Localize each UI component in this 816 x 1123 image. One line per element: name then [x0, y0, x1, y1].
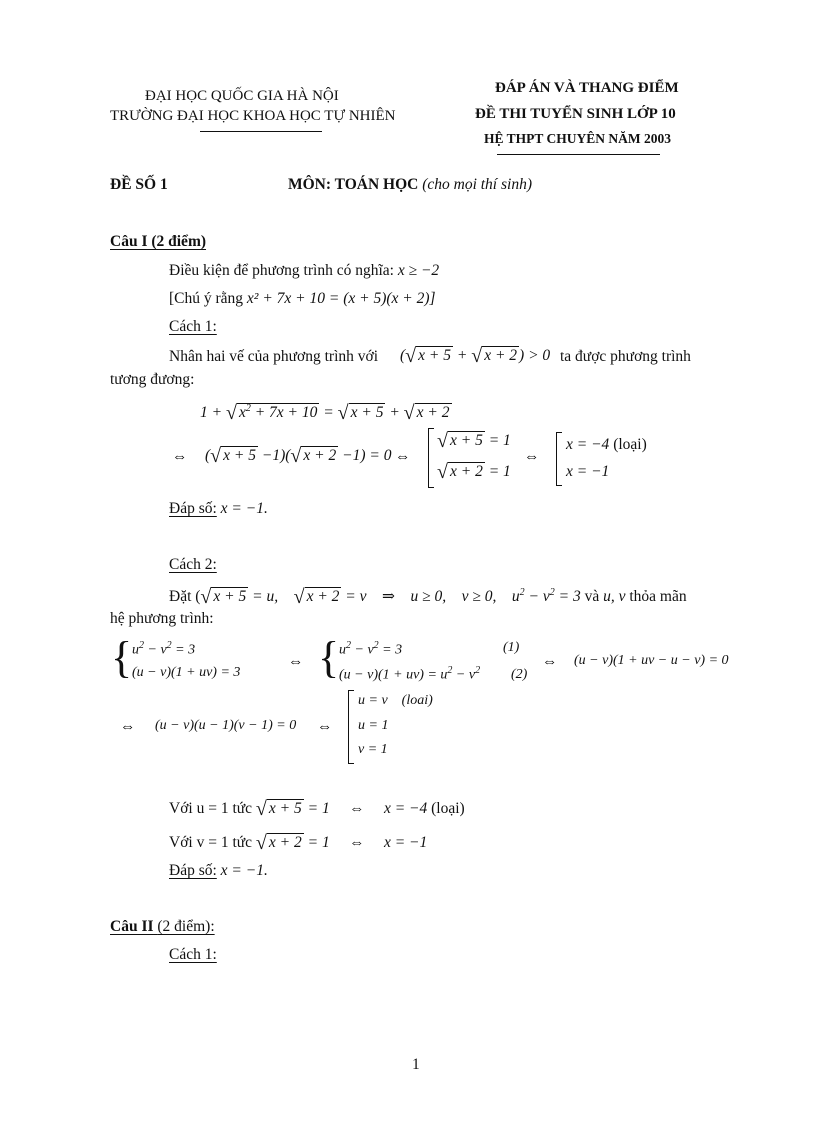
case-v-text: Với v = 1 tức [169, 834, 253, 851]
question-2-label: Câu II [110, 918, 154, 935]
exam-code: ĐỀ SỐ 1 [110, 176, 168, 193]
header-right-divider [497, 154, 660, 155]
brace-2: { [318, 633, 340, 682]
equiv-arrow-4: ⇔ [288, 653, 304, 670]
question-2-method-1: Cách 1: [169, 946, 217, 963]
case-u-line: Với u = 1 tức √ x + 5 = 1 ⇔ x = −4 (loại) [169, 798, 465, 820]
header-left-divider [200, 131, 322, 132]
rejected-note-italic: (loai) [401, 693, 433, 708]
answer-2-value: x = −1. [220, 862, 268, 879]
multiply-expression: (√ x + 5 + √ x + 2 ) > 0 [400, 345, 551, 367]
note-math: x² + 7x + 10 = (x + 5)(x + 2)] [246, 290, 436, 307]
exam-year: HỆ THPT CHUYÊN NĂM 2003 [484, 131, 672, 146]
system-1-eq-2: (u − v)(1 + uv) = 3 [132, 665, 241, 680]
bracket-1 [428, 428, 434, 488]
page-number: 1 [412, 1056, 420, 1073]
condition-line [169, 262, 439, 280]
system-2-eq-1: $u^2 - v^2 = 3$ [339, 640, 403, 658]
equation-1: 1 + √ $x^2 + 7x + 10$ = √ x + 5 + √ x + 2 [200, 402, 450, 424]
equiv-arrow-1: ⇔ [172, 448, 188, 465]
bracket-3-line-2: u = 1 [358, 718, 389, 733]
question-2-points: (2 điểm): [157, 918, 215, 935]
question-2-title [110, 918, 215, 936]
system-result: (u − v)(1 + uv − u − v) = 0 [574, 653, 729, 668]
exam-title: ĐỀ THI TUYỂN SINH LỚP 10 [475, 106, 676, 122]
note-text: [Chú ý rằng [169, 290, 244, 307]
answer-1-label: Đáp số: [169, 500, 217, 517]
equiv-arrow-2: ⇔ [395, 448, 411, 465]
multiply-line [169, 348, 378, 366]
case-u-rejected: (loại) [431, 800, 465, 817]
answer-title: ĐÁP ÁN VÀ THANG ĐIỂM [495, 80, 679, 96]
multiply-suffix: ta được phương trình [560, 348, 691, 365]
eq-label-2: (2) [511, 667, 528, 682]
bracket-2 [556, 432, 562, 486]
equiv-arrow-7: ⇔ [317, 718, 333, 735]
note-line [169, 290, 436, 308]
equation-2: (√ x + 5 −1)(√ x + 2 −1) = 0 [205, 445, 392, 467]
university-name: ĐẠI HỌC QUỐC GIA HÀ NỘI [145, 88, 339, 104]
equiv-arrow-6: ⇔ [120, 718, 136, 735]
substitution-line: Đặt (√ x + 5 = u, √ x + 2 = v ⇒ u ≥ 0, v ≥ 0, $u^2 - v^2 = 3$ và u, v thỏa mãn [169, 586, 687, 608]
bracket-3-line-1: u = v (loai) [358, 693, 433, 708]
bracket-1-line-1: √ x + 5 = 1 [437, 430, 511, 452]
substitution-and: và [584, 588, 600, 605]
multiply-text: Nhân hai vế của phương trình với [169, 348, 379, 365]
answer-2-label: Đáp số: [169, 862, 217, 879]
equiv-arrow-5: ⇔ [542, 653, 558, 670]
system-2-eq-2: $(u - v)(1 + uv) = u^2 - v^2$ [339, 665, 481, 683]
condition-text: Điều kiện để phương trình có nghĩa: [169, 262, 394, 279]
bracket-2-line-1: x = −4 (loại) [566, 436, 647, 453]
answer-1-line [169, 500, 268, 518]
condition-math: x ≥ −2 [397, 262, 440, 279]
answer-2-line [169, 862, 268, 880]
bracket-3-line-3: v = 1 [358, 742, 388, 757]
eq-label-1: (1) [503, 640, 520, 655]
bracket-2-line-2: x = −1 [566, 463, 610, 480]
method-2-heading: Cách 2: [169, 556, 217, 573]
substitution-satisfy: thỏa mãn [629, 588, 687, 605]
question-1-title: Câu I (2 điểm) [110, 233, 207, 250]
faculty-name: TRƯỜNG ĐẠI HỌC KHOA HỌC TỰ NHIÊN [110, 108, 396, 124]
substitution-vars: u, v [603, 588, 626, 605]
case-v-line: Với v = 1 tức √ x + 2 = 1 ⇔ x = −1 [169, 832, 428, 854]
subject-note: (cho mọi thí sinh) [422, 176, 532, 193]
substitution-text: Đặt ( [169, 588, 201, 605]
brace-1: { [111, 633, 133, 682]
rejected-note: (loại) [613, 436, 647, 453]
subject-line [288, 176, 532, 194]
system-1-eq-1: $u^2 - v^2 = 3$ [132, 640, 196, 658]
answer-1-value: x = −1. [220, 500, 268, 517]
factored-equation: (u − v)(u − 1)(v − 1) = 0 [155, 718, 297, 733]
equiv-arrow-3: ⇔ [524, 448, 540, 465]
bracket-3 [348, 690, 354, 764]
method-1-heading: Cách 1: [169, 318, 217, 335]
bracket-1-line-2: √ x + 2 = 1 [437, 461, 511, 483]
subject-name: MÔN: TOÁN HỌC [288, 176, 419, 193]
equivalent-label: tương đương: [110, 371, 195, 388]
case-u-text: Với u = 1 tức [169, 800, 253, 817]
system-label: hệ phương trình: [110, 610, 214, 627]
